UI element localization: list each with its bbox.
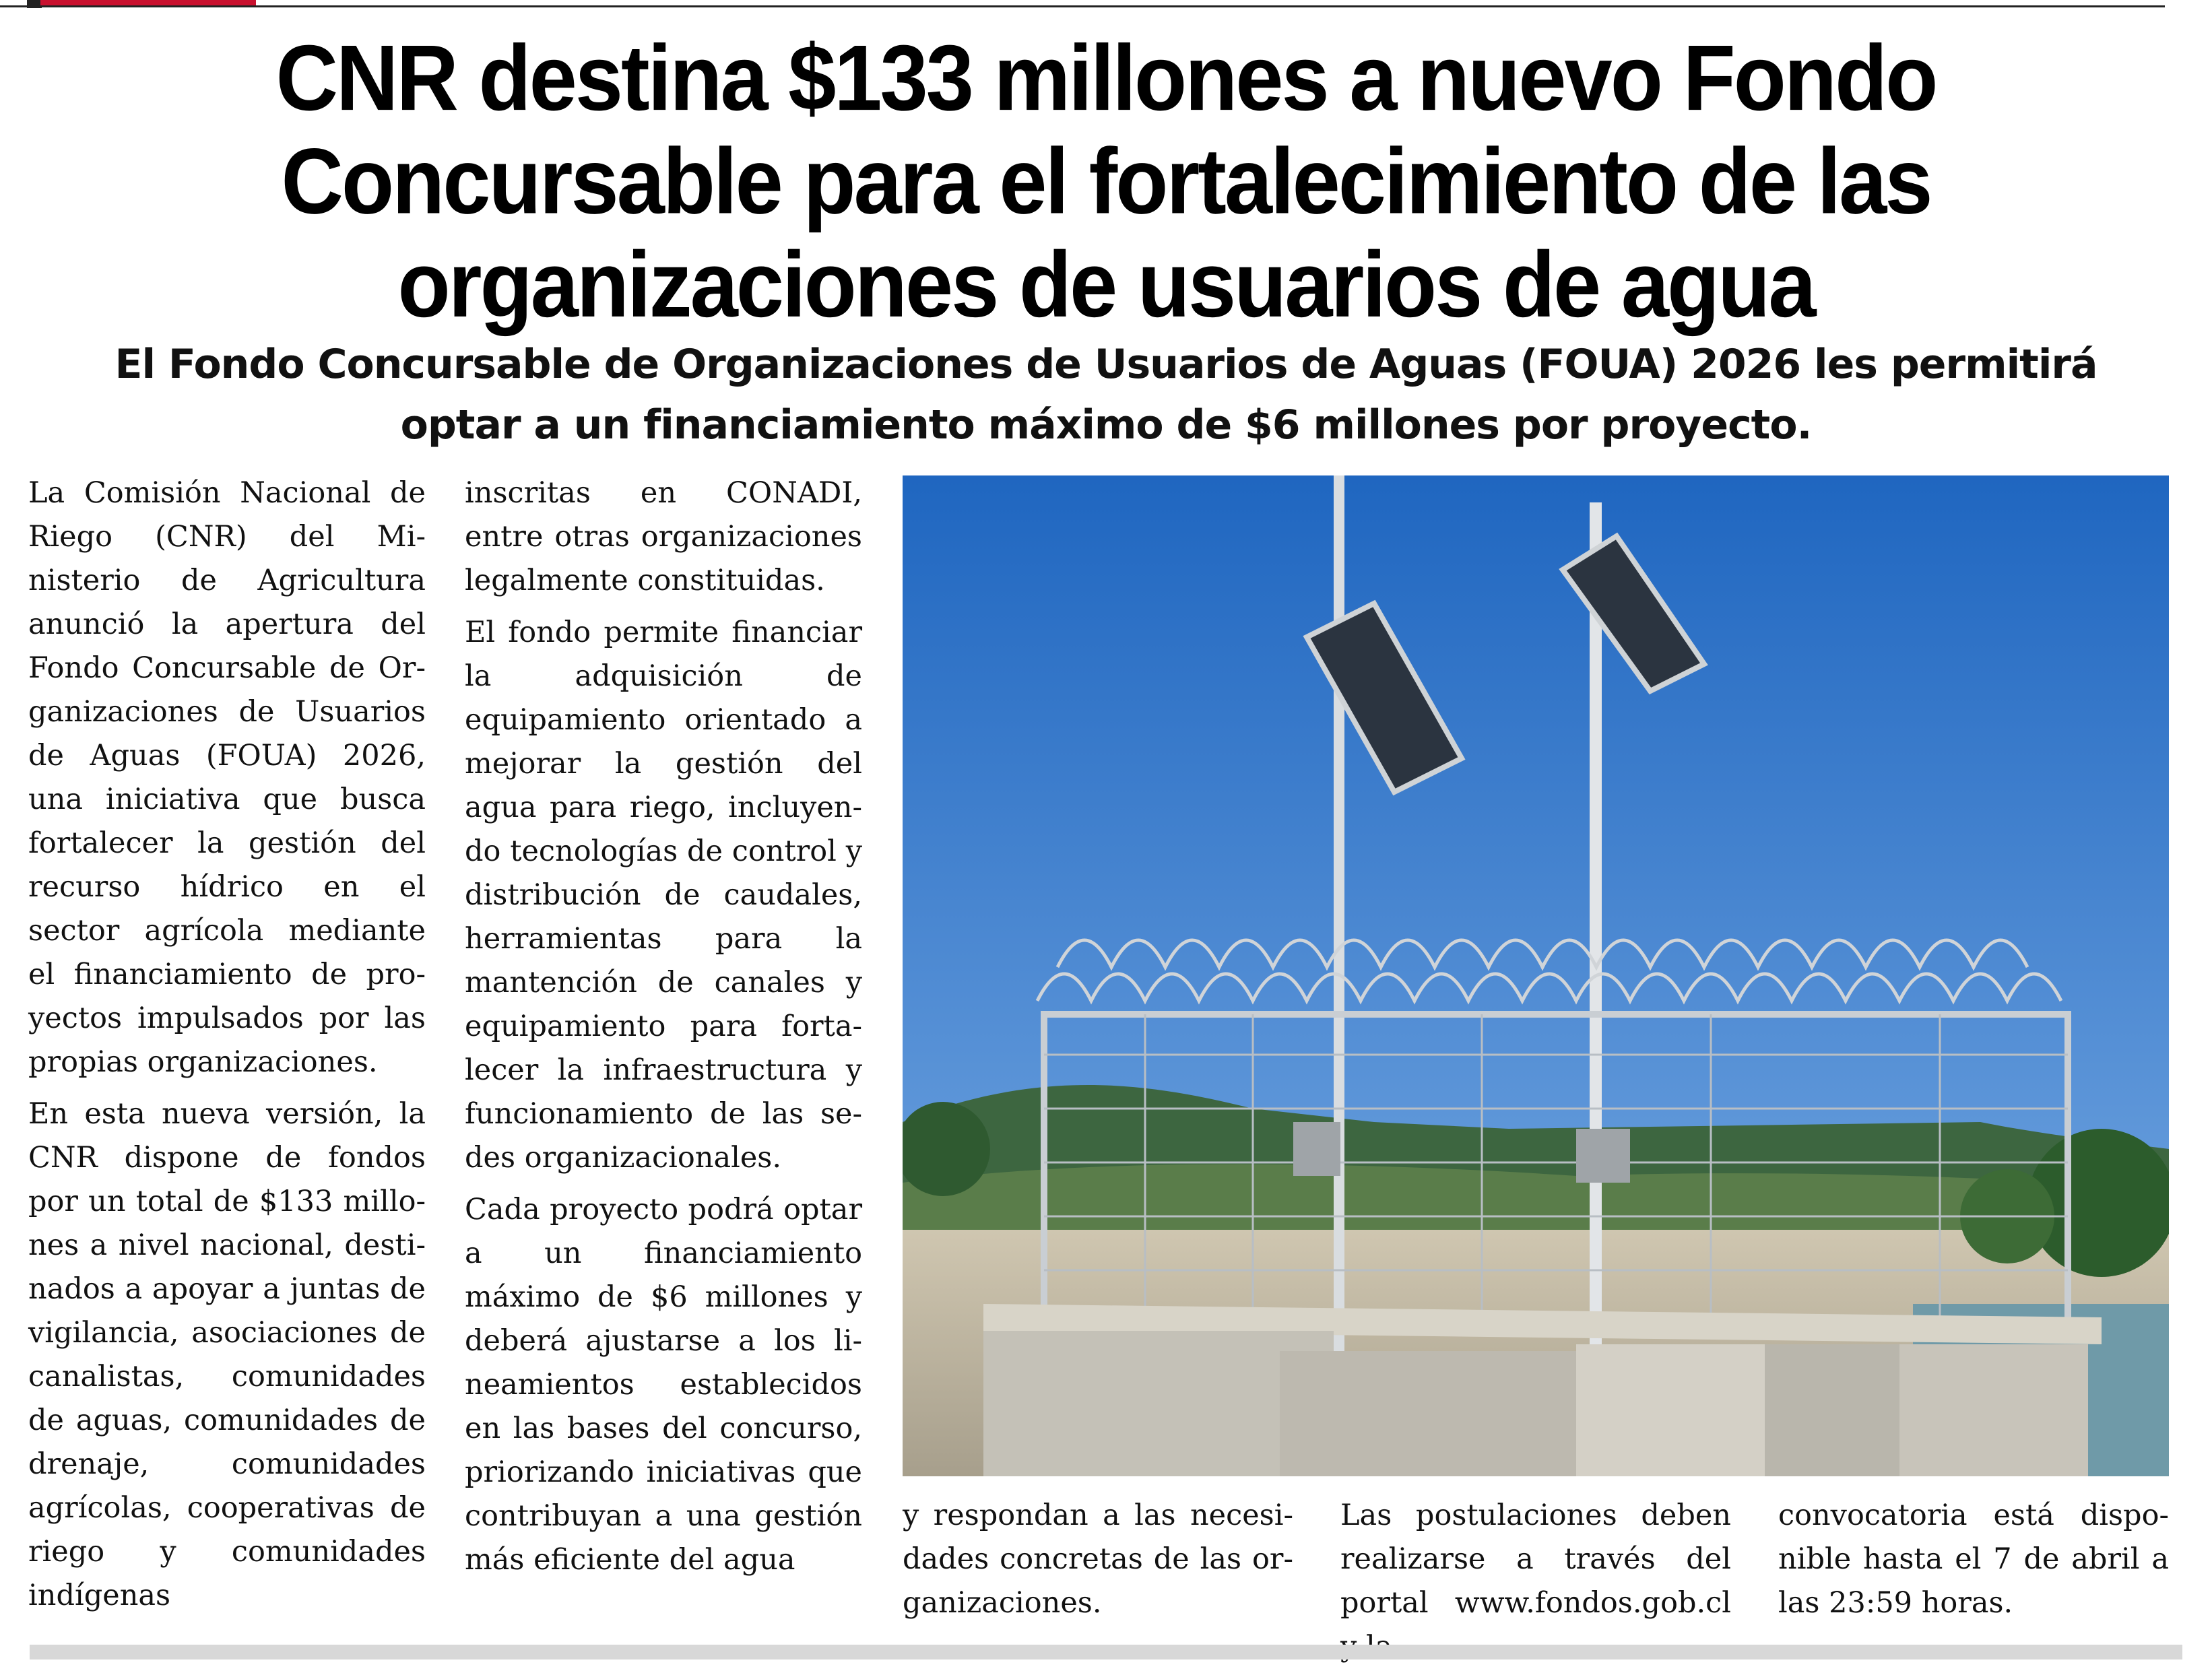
article-column-2 bbox=[465, 471, 862, 1590]
article-photo bbox=[903, 475, 2169, 1476]
top-rule-line bbox=[0, 5, 2165, 7]
paragraph: y respondan a las necesidades concretas de las organizaciones. bbox=[903, 1499, 1293, 1620]
bottom-rule bbox=[30, 1645, 2182, 1659]
paragraph: convocatoria está disponible hasta el 7 de abril a las 23:59 horas. bbox=[1778, 1499, 2169, 1620]
paragraph: Las postulaciones deben realizarse a través del portal www.fondos.gob.cl bbox=[1340, 1499, 1731, 1620]
paragraph: Cada proyecto podrá optar a un financiamiento máximo de $6 millones y deberá ajustarse a los lineamientos establecidos en las bases del concurso, priorizando iniciativas que contribuyan a una gestión más eficiente del agua bbox=[465, 1193, 862, 1577]
article-headline: CNR destina $133 millones a nuevo Fondo Concursable para el fortalecimiento de las organizaciones de usuarios de agua bbox=[275, 26, 1937, 337]
top-rule-marker bbox=[27, 0, 42, 8]
article-subheadline: El Fondo Concursable de Organizaciones de Usuarios de Aguas (FOUA) 2026 les permitirá optar a un financiamiento máximo de $6 millones por proyecto. bbox=[115, 341, 2097, 449]
paragraph: inscritas en CONADI, entre otras organizaciones legalmente constituidas. bbox=[465, 476, 862, 597]
irrigation-station-photo bbox=[903, 475, 2169, 1476]
paragraph: El fondo permite financiar la adquisición de equipamiento orientado a mejorar la gestión del agua para riego, incluyendo tecnologías de control y distribución de caudales, herramientas para la mantención de canales y equipamiento para fortalecer la infraestructura y funcionamiento de las sedes organizacionales. bbox=[465, 616, 862, 1175]
paragraph: En esta nueva versión, la CNR dispone de fondos por un total de $133 millones a nivel nacional, destinados a apoyar a juntas de vigilancia, asociaciones de canalistas, comunidades de aguas, comunidades de drenaje, comunidades agrícolas, cooperativas de riego y comunidades indígenas bbox=[28, 1097, 426, 1612]
paragraph: La Comisión Nacional de Riego (CNR) del Ministerio de Agricultura anunció la apertura del Fondo Concursable de Organizaciones de Usuarios de Aguas (FOUA) 2026, una iniciativa que busca fortalecer la gestión del recurso hídrico en el sector agrícola mediante el financiamiento de proyectos impulsados por las propias organizaciones. bbox=[28, 476, 426, 1079]
section-color-tab bbox=[40, 0, 256, 5]
top-rule bbox=[0, 0, 2212, 9]
article-column-1 bbox=[28, 471, 426, 1626]
article-column-5 bbox=[1778, 1494, 2169, 1633]
article-column-3 bbox=[903, 1494, 1293, 1633]
